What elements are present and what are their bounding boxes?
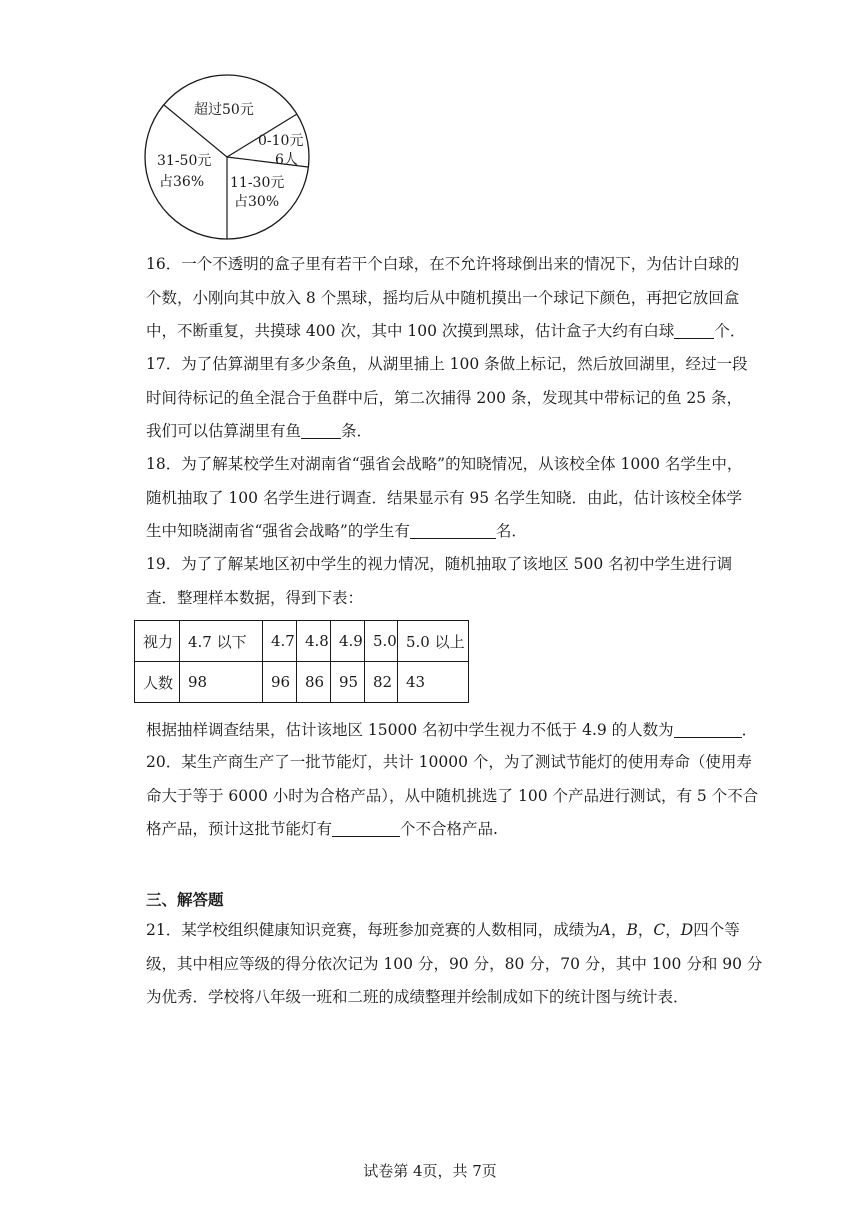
pie-label-11-30-share: 占30% [234, 194, 280, 210]
question-19 [146, 548, 733, 615]
pie-label-31-50: 31-50元 [157, 153, 212, 169]
question-20-line-3 [146, 813, 716, 847]
question-16-line-1: 16．一个不透明的盒子里有若干个白球，在不允许将球倒出来的情况下，为估计白球的 [146, 255, 740, 273]
question-16-line-2: 个数，小刚向其中放入 8 个黑球，摇均后从中随机摸出一个球记下颜色，再把它放回盒 [146, 288, 740, 307]
table-cell: 4.9 [331, 621, 365, 662]
question-19-line-2: 查．整理样本数据，得到下表： [146, 588, 364, 607]
table-cell: 98 [180, 662, 263, 703]
table-cell: 人数 [135, 662, 180, 703]
question-19-line-1: 19．为了了解某地区初中学生的视力情况，随机抽取了该地区 500 名初中学生进行调 [146, 555, 733, 573]
question-19-line-3 [146, 714, 758, 748]
question-19-tail: ． [741, 721, 758, 739]
grade-separator: ， [610, 921, 627, 939]
question-17-tail: 条． [341, 422, 373, 440]
question-18-line-3 [146, 515, 716, 549]
answer-blank-19[interactable] [674, 719, 742, 738]
question-21-text: 21．某学校组织健康知识竞赛，每班参加竞赛的人数相同，成绩为 [146, 921, 600, 939]
question-17-line-1: 17．为了估算湖里有多少条鱼，从湖里捕上 100 条做上标记，然后放回湖里，经过一段 [146, 355, 748, 373]
table-cell: 5.0 [365, 621, 398, 662]
question-16-text: 中，不断重复，共摸球 400 次，其中 100 次摸到黑球，估计盒子大约有白球 [146, 322, 675, 340]
table-cell: 95 [331, 662, 365, 703]
question-17-line-3 [146, 415, 716, 449]
answer-blank-18[interactable] [410, 520, 496, 539]
table-cell: 82 [365, 662, 398, 703]
answer-blank-20[interactable] [332, 818, 400, 837]
answer-blank-16[interactable] [674, 320, 714, 339]
table-cell: 86 [297, 662, 331, 703]
question-17-line-2: 时间待标记的鱼全混合于鱼群中后，第二次捕得 200 条，发现其中带标记的鱼 25 条， [146, 388, 743, 407]
pie-label-over-50: 超过50元 [194, 102, 254, 118]
question-20-tail: 个不合格产品. [400, 820, 498, 838]
question-18 [146, 448, 743, 549]
grade-a: A [599, 921, 611, 939]
table-cell: 43 [398, 662, 469, 703]
question-21-line-2: 级，其中相应等级的得分依次记为 100 分，90 分，80 分，70 分，其中 100 分和 90 分 [146, 954, 763, 973]
question-18-line-2: 随机抽取了 100 名学生进行调查．结果显示有 95 名学生知晓．由此，估计该校全体学 [146, 488, 743, 507]
grade-separator: ， [637, 921, 654, 939]
pie-chart-figure [142, 72, 312, 242]
pie-label-0-10-count: 6人 [275, 152, 298, 168]
pie-chart-svg [142, 72, 312, 242]
question-18-text: 生中知晓湖南省“强省会战略”的学生有 [146, 522, 410, 540]
question-16 [146, 248, 746, 349]
question-20-line-1: 20．某生产商生产了一批节能灯，共计 10000 个，为了测试节能灯的使用寿命（使用寿 [146, 753, 752, 771]
question-18-tail: 名． [495, 522, 527, 540]
table-cell: 视力 [135, 621, 180, 662]
table-cell: 4.8 [297, 621, 331, 662]
question-20 [146, 746, 759, 847]
grade-b: B [626, 921, 638, 939]
question-20-text: 格产品，预计这批节能灯有 [146, 820, 333, 838]
grade-c: C [653, 921, 666, 939]
question-20-line-2: 命大于等于 6000 小时为合格产品），从中随机挑选了 100 个产品进行测试，有 5 个不合 [146, 786, 759, 805]
question-21-line-3: 为优秀．学校将八年级一班和二班的成绩整理并绘制成如下的统计图与统计表． [146, 988, 689, 1006]
answer-blank-17[interactable] [301, 420, 341, 439]
pie-label-31-50-share: 占36% [159, 174, 205, 190]
table-row [135, 621, 469, 662]
table-cell: 96 [263, 662, 297, 703]
question-21-line-1 [146, 914, 740, 948]
question-21 [146, 914, 763, 1015]
question-21-text-tail: 四个等 [693, 921, 740, 939]
grade-separator: ， [665, 921, 681, 939]
question-16-line-3 [146, 315, 746, 349]
grade-d: D [680, 921, 694, 939]
page-footer: 试卷第 4页，共 7页 [363, 1162, 497, 1180]
vision-table [134, 620, 469, 703]
question-16-tail: 个． [714, 322, 746, 340]
table-cell: 5.0 以上 [398, 621, 469, 662]
table-row [135, 662, 469, 703]
table-cell: 4.7 [263, 621, 297, 662]
question-17-text: 我们可以估算湖里有鱼 [146, 422, 302, 440]
table-cell: 4.7 以下 [180, 621, 263, 662]
question-17 [146, 348, 748, 449]
question-18-line-1: 18．为了解某校学生对湖南省“强省会战略”的知晓情况，从该校全体 1000 名学生中， [146, 455, 743, 473]
section-title: 三、解答题 [146, 890, 224, 909]
pie-label-11-30: 11-30元 [230, 175, 285, 191]
question-19-conclusion [146, 714, 758, 748]
pie-label-0-10: 0-10元 [258, 133, 304, 149]
question-19-text: 根据抽样调查结果，估计该地区 15000 名初中学生视力不低于 4.9 的人数为 [146, 721, 674, 739]
